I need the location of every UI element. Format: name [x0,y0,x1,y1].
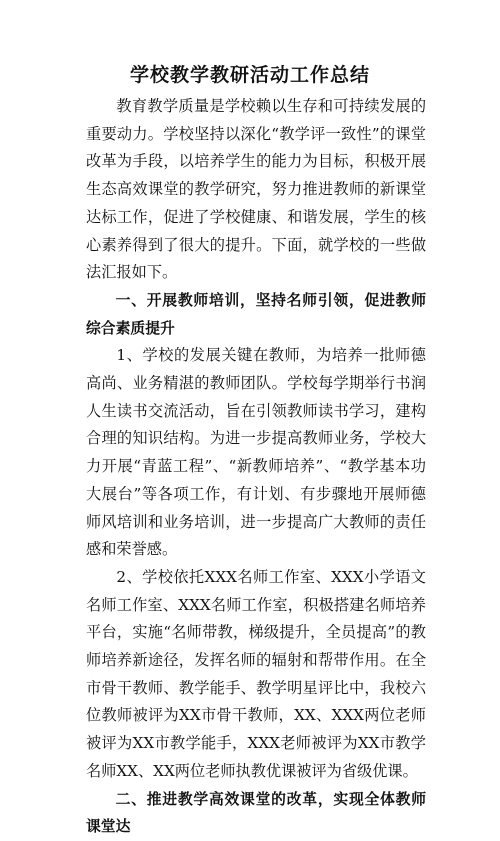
intro-paragraph: 教育教学质量是学校赖以生存和可持续发展的重要动力。学校坚持以深化“教学评一致性”的课堂改革为手段，以培养学生的能力为目标，积极开展生态高效课堂的教学研究，努力推进教师的新课堂达标工作，促进了学校健康、和谐发展，学生的核心素养得到了很大的提升。下面，就学校的一些做法汇报如下。 [86,97,426,282]
document-body [86,93,426,841]
section-1-paragraph-1: 1、学校的发展关键在教师，为培养一批师德高尚、业务精湛的教师团队。学校每学期举行书润人生读书交流活动，旨在引领教师读书学习，建构合理的知识结构。为进一步提高教师业务，学校大力开展“青蓝工程”、“新教师培养”、“教学基本功大展台”等各项工作，有计划、有步骤地开展师德师风培训和业务培训，进一步提高广大教师的责任感和荣誉感。 [86,346,426,559]
section-1-paragraph-2: 2、学校依托XXX名师工作室、XXX小学语文名师工作室、XXX名师工作室，积极搭建名师培养平台，实施“名师带教，梯级提升，全员提高”的教师培养新途径，发挥名师的辐射和帮带作用。在全市骨干教师、教学能手、教学明星评比中，我校六位教师被评为XX市骨干教师，XX、XXX两位老师被评为XX市教学能手，XXX老师被评为XX市教学名师XX、XX两位老师执教优课被评为省级优课。 [86,567,426,780]
section-heading-2: 二、推进教学高效课堂的改革，实现全体教师课堂达 [86,790,426,836]
document-title: 学校教学教研活动工作总结 [129,64,370,86]
section-heading-1: 一、开展教师培训，坚持名师引领，促进教师综合素质提升 [86,291,426,337]
